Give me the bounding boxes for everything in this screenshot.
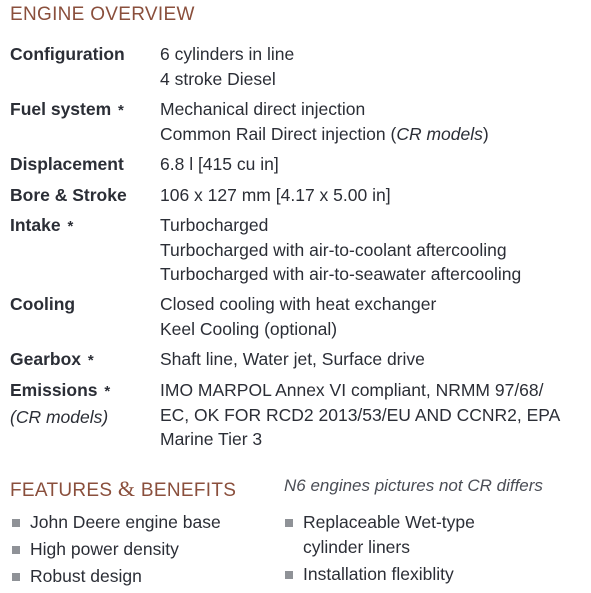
list-item-text: John Deere engine base (30, 512, 221, 532)
spec-label (10, 183, 127, 208)
list-item (10, 510, 221, 535)
spec-value: Shaft line, Water jet, Surface drive (160, 349, 425, 369)
features-list-right (283, 510, 475, 589)
spec-values (160, 42, 294, 91)
spec-label (10, 42, 125, 67)
list-item (10, 537, 221, 562)
title-part: FEATURES (10, 480, 118, 501)
spec-value-italic: CR models (396, 123, 483, 144)
asterisk-marker: * (118, 102, 124, 119)
list-item-text: Robust design (30, 566, 142, 586)
list-item-text: Installation flexiblity (303, 563, 454, 584)
list-item (283, 510, 475, 535)
list-item (283, 562, 475, 587)
title-part: BENEFITS (135, 480, 237, 501)
asterisk-marker: * (104, 383, 111, 400)
spec-value: 6 cylinders in line (160, 44, 295, 64)
spec-value-part: Common Rail Direct injection ( (160, 123, 397, 144)
spec-value-part: ) (482, 123, 489, 144)
spec-values (160, 152, 279, 177)
spec-value: 106 x 127 mm [4.17 x 5.00 in] (160, 185, 391, 205)
list-item-text: cylinder liners (303, 536, 410, 557)
spec-label-text: Gearbox (10, 349, 81, 369)
spec-values (160, 347, 425, 372)
features-list-left (10, 510, 221, 591)
square-bullet-icon (12, 573, 20, 581)
spec-label-text: Cooling (10, 294, 76, 314)
spec-value: Keel Cooling (optional) (160, 318, 338, 339)
spec-value: Mechanical direct injection (160, 99, 366, 119)
spec-label-text: Configuration (10, 44, 125, 64)
spec-sublabel: (CR models) (10, 406, 109, 427)
spec-value: Closed cooling with heat exchanger (160, 294, 437, 314)
spec-value: Turbocharged with air-to-coolant aftercooling (160, 239, 507, 260)
spec-label-text: Displacement (10, 154, 124, 174)
spec-value: IMO MARPOL Annex VI compliant, NRMM 97/68/ (160, 380, 544, 400)
title-ampersand: & (117, 476, 136, 501)
list-item-text: Replaceable Wet-type (303, 512, 475, 532)
pictures-note: N6 engines pictures not CR differs (284, 476, 543, 495)
square-bullet-icon (285, 519, 293, 527)
spec-value: Turbocharged with air-to-seawater aftercooling (160, 264, 522, 284)
spec-values (160, 213, 521, 287)
spec-label-text: Bore & Stroke (10, 185, 127, 205)
spec-label (10, 292, 75, 317)
spec-value: EC, OK FOR RCD2 2013/53/EU AND CCNR2, EPA (160, 404, 561, 425)
features-benefits-title (10, 476, 236, 502)
square-bullet-icon (285, 571, 293, 579)
spec-values (160, 183, 391, 208)
spec-values (160, 97, 489, 146)
list-item-text: High power density (30, 539, 179, 559)
spec-value: 4 stroke Diesel (160, 68, 276, 89)
list-item (10, 564, 221, 589)
spec-value (160, 122, 489, 147)
spec-label (10, 213, 73, 240)
spec-label-text: Intake (10, 215, 61, 235)
spec-values (160, 378, 560, 452)
spec-values (160, 292, 436, 341)
list-item-continuation (283, 535, 475, 560)
square-bullet-icon (12, 546, 20, 554)
spec-value: 6.8 l [415 cu in] (160, 154, 279, 174)
spec-label (10, 97, 124, 124)
asterisk-marker: * (67, 218, 74, 235)
square-bullet-icon (12, 519, 20, 527)
spec-value: Marine Tier 3 (160, 429, 263, 449)
spec-value: Turbocharged (160, 215, 269, 235)
asterisk-marker: * (87, 352, 94, 369)
spec-label-text: Emissions (10, 380, 98, 400)
spec-label-text: Fuel system (10, 99, 112, 119)
spec-label (10, 152, 124, 177)
spec-label (10, 347, 94, 374)
spec-label (10, 378, 110, 429)
engine-overview-title: ENGINE OVERVIEW (10, 4, 195, 25)
